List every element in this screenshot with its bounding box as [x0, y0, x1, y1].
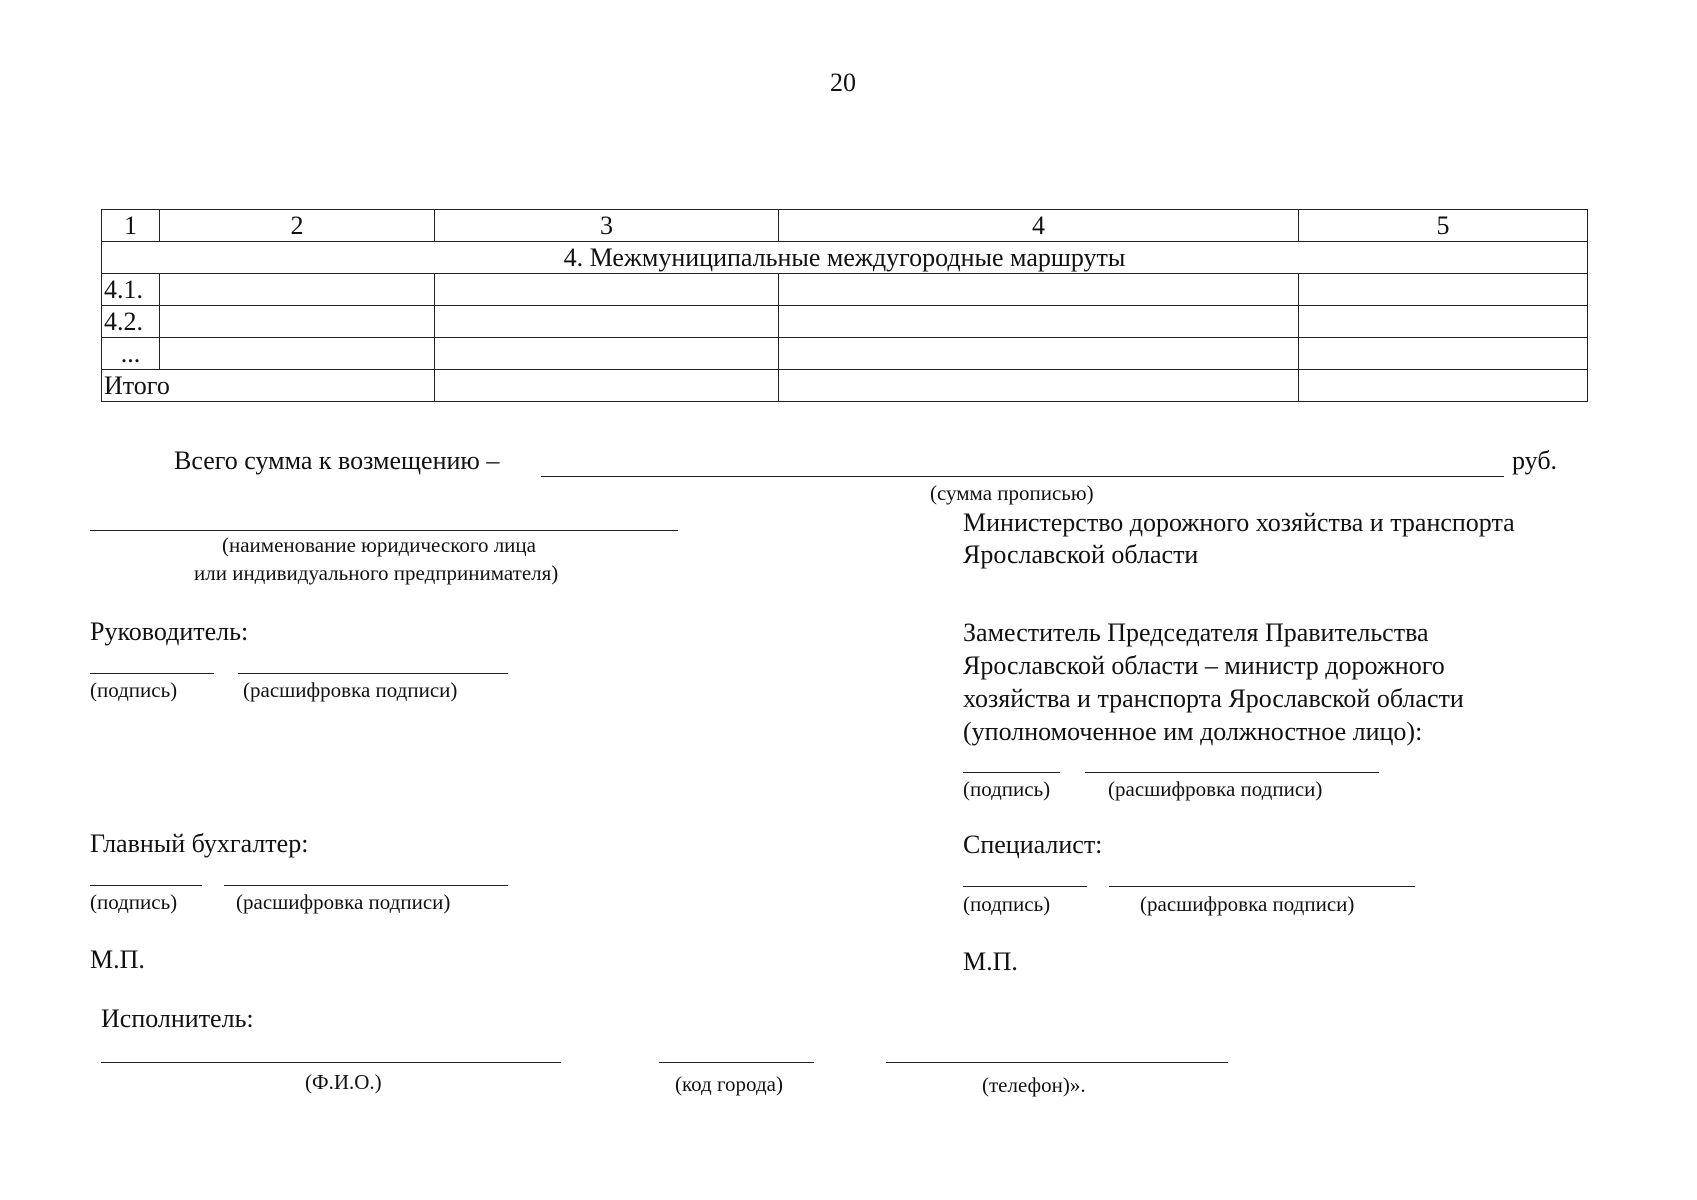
table-cell — [435, 338, 779, 370]
right-stamp: М.П. — [963, 947, 1018, 976]
head-sign-line — [90, 673, 214, 674]
table-cell — [160, 274, 435, 306]
sum-caption: (сумма прописью) — [930, 481, 1094, 505]
entity-name-line — [90, 530, 678, 531]
sum-label: Всего сумма к возмещению – — [174, 446, 500, 475]
deputy-sign-line — [963, 772, 1060, 773]
chief-accountant-label: Главный бухгалтер: — [90, 829, 309, 858]
table-cell — [1299, 306, 1588, 338]
deputy-line-1: Заместитель Председателя Правительства — [963, 618, 1429, 647]
table-cell — [779, 370, 1299, 402]
executor-fio-caption: (Ф.И.О.) — [305, 1070, 382, 1094]
table-cell — [160, 306, 435, 338]
table-cell — [779, 338, 1299, 370]
head-sign-caption: (подпись) — [90, 678, 178, 702]
executor-fio-line — [101, 1062, 561, 1063]
specialist-decode-caption: (расшифровка подписи) — [1140, 892, 1355, 916]
accountant-decode-line — [224, 885, 508, 886]
table-cell — [435, 274, 779, 306]
section-title-row — [102, 242, 1588, 274]
accountant-sign-line — [90, 885, 202, 886]
executor-phone-caption: (телефон)». — [982, 1073, 1086, 1097]
ministry-line-1: Министерство дорожного хозяйства и транспорта — [963, 508, 1515, 537]
deputy-decode-line — [1085, 772, 1379, 773]
table-cell — [435, 370, 779, 402]
routes-table — [101, 209, 1588, 402]
row-number: 4.1. — [102, 274, 160, 306]
executor-phone-line — [886, 1062, 1228, 1063]
ministry-line-2: Ярославской области — [963, 540, 1199, 569]
deputy-decode-caption: (расшифровка подписи) — [1108, 777, 1323, 801]
executor-city-code-caption: (код города) — [675, 1072, 783, 1096]
total-label: Итого — [102, 370, 435, 402]
table-cell — [160, 338, 435, 370]
table-cell — [779, 306, 1299, 338]
deputy-line-2: Ярославской области – министр дорожного — [963, 651, 1445, 680]
sum-amount-line — [541, 476, 1504, 477]
specialist-label: Специалист: — [963, 830, 1103, 859]
head-label: Руководитель: — [90, 617, 249, 646]
section-title: 4. Межмуниципальные междугородные маршруты — [102, 242, 1588, 274]
row-number: ... — [102, 338, 160, 370]
table-header-cell: 4 — [779, 210, 1299, 242]
entity-caption-1: (наименование юридического лица — [222, 533, 536, 557]
table-cell — [1299, 370, 1588, 402]
deputy-line-3: хозяйства и транспорта Ярославской области — [963, 684, 1464, 713]
specialist-decode-line — [1109, 886, 1415, 887]
deputy-sign-caption: (подпись) — [963, 777, 1051, 801]
specialist-sign-line — [963, 886, 1087, 887]
table-cell — [1299, 274, 1588, 306]
specialist-sign-caption: (подпись) — [963, 892, 1051, 916]
total-row — [102, 370, 1588, 402]
table-cell — [1299, 338, 1588, 370]
deputy-line-4: (уполномоченное им должностное лицо): — [963, 717, 1423, 746]
table-header-cell: 2 — [160, 210, 435, 242]
executor-label: Исполнитель: — [101, 1004, 254, 1033]
table-cell — [435, 306, 779, 338]
left-stamp: М.П. — [90, 945, 145, 974]
row-number: 4.2. — [102, 306, 160, 338]
table-row — [102, 306, 1588, 338]
table-header-cell: 1 — [102, 210, 160, 242]
page-number: 20 — [830, 68, 856, 97]
accountant-sign-caption: (подпись) — [90, 890, 178, 914]
table-header-cell: 5 — [1299, 210, 1588, 242]
accountant-decode-caption: (расшифровка подписи) — [236, 890, 451, 914]
executor-city-code-line — [659, 1062, 814, 1063]
table-header-row — [102, 210, 1588, 242]
table-cell — [779, 274, 1299, 306]
table-row — [102, 274, 1588, 306]
sum-currency: руб. — [1512, 446, 1558, 475]
head-decode-caption: (расшифровка подписи) — [243, 678, 458, 702]
table-header-cell: 3 — [435, 210, 779, 242]
entity-caption-2: или индивидуального предпринимателя) — [194, 561, 559, 585]
head-decode-line — [238, 673, 508, 674]
table-row — [102, 338, 1588, 370]
